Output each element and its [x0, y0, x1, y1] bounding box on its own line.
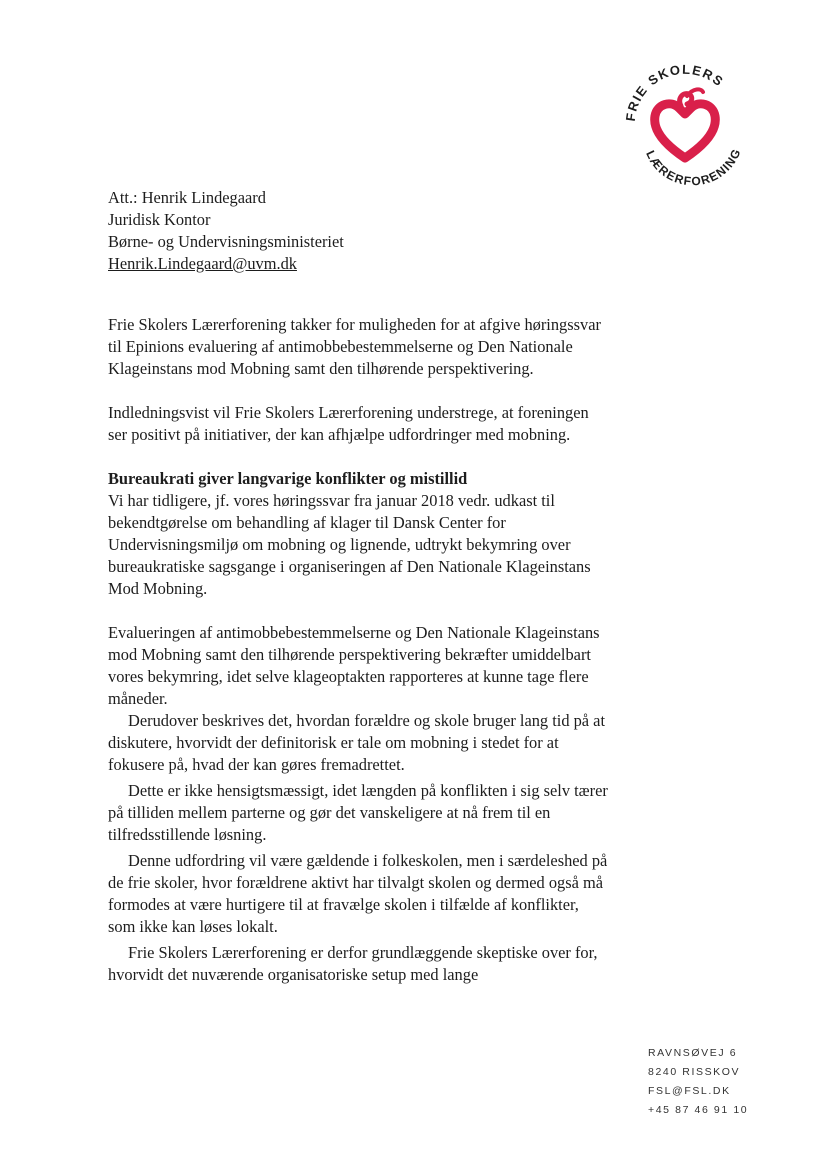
paragraph-discussion: Derudover beskrives det, hvordan forældre og skole bruger lang tid på at diskutere, hvorvidt der definitorisk er tale om mobning i stedet for at fokusere på, hvad der kan gøres fremadrettet.	[108, 711, 606, 774]
paragraph-evaluation: Evalueringen af antimobbebestemmelserne og Den Nationale Klageinstans mod Mobning samt den tilhørende perspektivering bekræfter umiddelbart vores bekymring, idet selve klageoptakten rapporteres at kunne tage flere måneder.	[108, 623, 600, 708]
footer-street: RAVNSØVEJ 6	[648, 1047, 738, 1059]
recipient-department: Juridisk Kontor	[108, 210, 211, 229]
recipient-email-link[interactable]: Henrik.Lindegaard@uvm.dk	[108, 254, 297, 273]
footer-phone: +45 87 46 91 10	[648, 1104, 749, 1116]
paragraph-previous-response: Vi har tidligere, jf. vores høringssvar fra januar 2018 vedr. udkast til bekendtgørelse om behandling af klager til Dansk Center for Undervisningsmiljø om mobning og lignende, udtrykt bekymring over bureaukratiske sagsgange i organiseringen af Den Nationale Klageinstans Mod Mobning.	[108, 491, 591, 598]
paragraph-position: Indledningsvist vil Frie Skolers Lærerforening understrege, at foreningen ser positivt på initiativer, der kan afhjælpe udfordringer med mobning.	[108, 403, 589, 444]
recipient-ministry: Børne- og Undervisningsministeriet	[108, 232, 344, 251]
logo-top-text: FRIE SKOLERS	[622, 61, 727, 123]
footer-city: 8240 RISSKOV	[648, 1066, 741, 1078]
logo-graphic	[613, 50, 753, 190]
paragraph-free-schools: Denne udfordring vil være gældende i folkeskolen, men i særdeleshed på de frie skoler, hvor forældrene aktivt har tilvalgt skolen og dermed også må formodes at være hurtigere til at fravælge skolen i tilfælde af konflikter, som ikke kan løses lokalt.	[108, 851, 608, 936]
letter-body	[108, 314, 608, 990]
paragraph-intro: Frie Skolers Lærerforening takker for muligheden for at afgive høringssvar til Epinions evaluering af antimobbebestemmelserne og Den Nationale Klageinstans mod Mobning samt den tilhørende perspektivering.	[108, 315, 601, 378]
logo-bottom-text: LÆRERFORENING	[643, 146, 744, 189]
organization-logo	[613, 50, 753, 190]
recipient-name: Att.: Henrik Lindegaard	[108, 188, 266, 207]
footer-email: FSL@FSL.DK	[648, 1085, 731, 1097]
paragraph-skepticism: Frie Skolers Lærerforening er derfor grundlæggende skeptiske over for, hvorvidt det nuværende organisatoriske setup med lange	[108, 943, 598, 984]
heart-apple-icon	[655, 89, 716, 158]
paragraph-trust: Dette er ikke hensigtsmæssigt, idet længden på konflikten i sig selv tærer på tilliden mellem parterne og gør det vanskeligere at nå frem til en tilfredsstillende løsning.	[108, 781, 608, 844]
recipient-address	[108, 187, 344, 275]
footer-contact	[648, 1044, 748, 1120]
section-heading: Bureaukrati giver langvarige konflikter og mistillid	[108, 469, 468, 488]
